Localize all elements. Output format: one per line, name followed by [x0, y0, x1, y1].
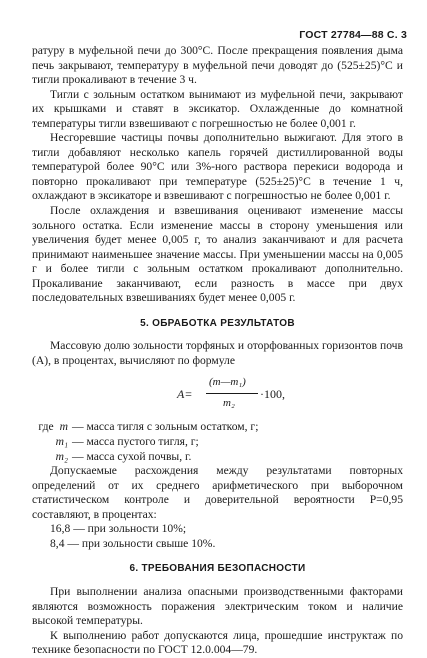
- section-5-title: 5. ОБРАБОТКА РЕЗУЛЬТАТОВ: [140, 317, 295, 329]
- legend-symbol-m1: m₁: [55, 435, 68, 449]
- paragraph-crucibles-cooling: Тигли с зольным остатком вынимают из муфельной печи, закрывают их крышками и ставят в эксикатор. Охлажденные до комнатной температуры тигли взвешивают с погрешностью не более 0,001 г.: [32, 87, 403, 130]
- ash-content-formula: [32, 374, 403, 414]
- paragraph-continuation: ратуру в муфельной печи до 300°С. После прекращения появления дыма печь закрывают, температуру в муфельной печи доводят до (525±25)°С и тигли прокаливают в течение 3 ч.: [32, 44, 403, 87]
- tolerance-item-2: 8,4 — при зольности свыше 10%.: [50, 536, 216, 550]
- legend-row-m1: [32, 435, 403, 450]
- legend-text-m: — масса тигля с зольным остатком, г;: [72, 420, 259, 434]
- paragraph-mass-change: После охлаждения и взвешивания оценивают изменение массы зольного остатка. Если изменение массы в сторону уменьшения или увеличения будет менее 0,005 г, то анализ заканчивают и для расчета принимают наименьшее значение массы. При уменьшении массы на 0,005 г и более тигли с зольным остатком прокаливают дополнительно. Прокаливание заканчивают, если разность в массе при двух последовательных взвешиваниях будет менее 0,005 г.: [32, 204, 403, 305]
- formula-fraction-bar: [206, 393, 258, 394]
- legend-prefix: где: [38, 420, 54, 434]
- formula-numerator: (m—m₁): [209, 376, 246, 389]
- page-header: ГОСТ 27784—88 С. 3: [299, 29, 407, 41]
- page-content: [32, 44, 403, 658]
- legend-text-m2: — масса сухой почвы, г.: [72, 449, 192, 463]
- paragraph-unburned-particles: Несгоревшие частицы почвы дополнительно выжигают. Для этого в тигли добавляют несколько капель горячей дистиллированной воды температурой более 90°С или 3%-ного раствора перекиси водорода и повторно прокаливают при температуре (525±25)°С в течение 1 ч, охлаждают в эксикаторе и взвешивают с погрешностью не более 0,001 г.: [32, 131, 403, 203]
- formula-lhs: A=: [177, 387, 193, 402]
- section-6-title: 6. ТРЕБОВАНИЯ БЕЗОПАСНОСТИ: [129, 563, 306, 575]
- legend-row-m2: [32, 450, 403, 465]
- legend-symbol-m: где m: [38, 420, 68, 434]
- tolerance-item-1: 16,8 — при зольности 10%;: [50, 522, 187, 536]
- safety-paragraph-2: К выполнению работ допускаются лица, прошедшие инструктаж по технике безопасности по ГОСТ 12.0.004—79.: [32, 628, 403, 657]
- safety-paragraph-1: При выполнении анализа опасными производственными факторами являются возможность поражения электрическим током и наличие высокой температуры.: [32, 584, 403, 628]
- formula-denominator: m₂: [223, 397, 235, 410]
- formula-rhs: ·100,: [260, 387, 285, 402]
- tolerance-paragraph: Допускаемые расхождения между результатами повторных определений от их среднего арифметического при выборочном статистическом контроле и доверительной вероятности P=0,95 составляют, в процентах:: [32, 464, 403, 521]
- section-5-intro: Массовую долю зольности торфяных и оторфованных горизонтов почв (A), в процентах, вычисляют по формуле: [32, 339, 403, 367]
- legend-symbol-m2: m₂: [55, 449, 68, 463]
- legend-row-m: [32, 420, 403, 435]
- legend-text-m1: — масса пустого тигля, г;: [72, 435, 199, 449]
